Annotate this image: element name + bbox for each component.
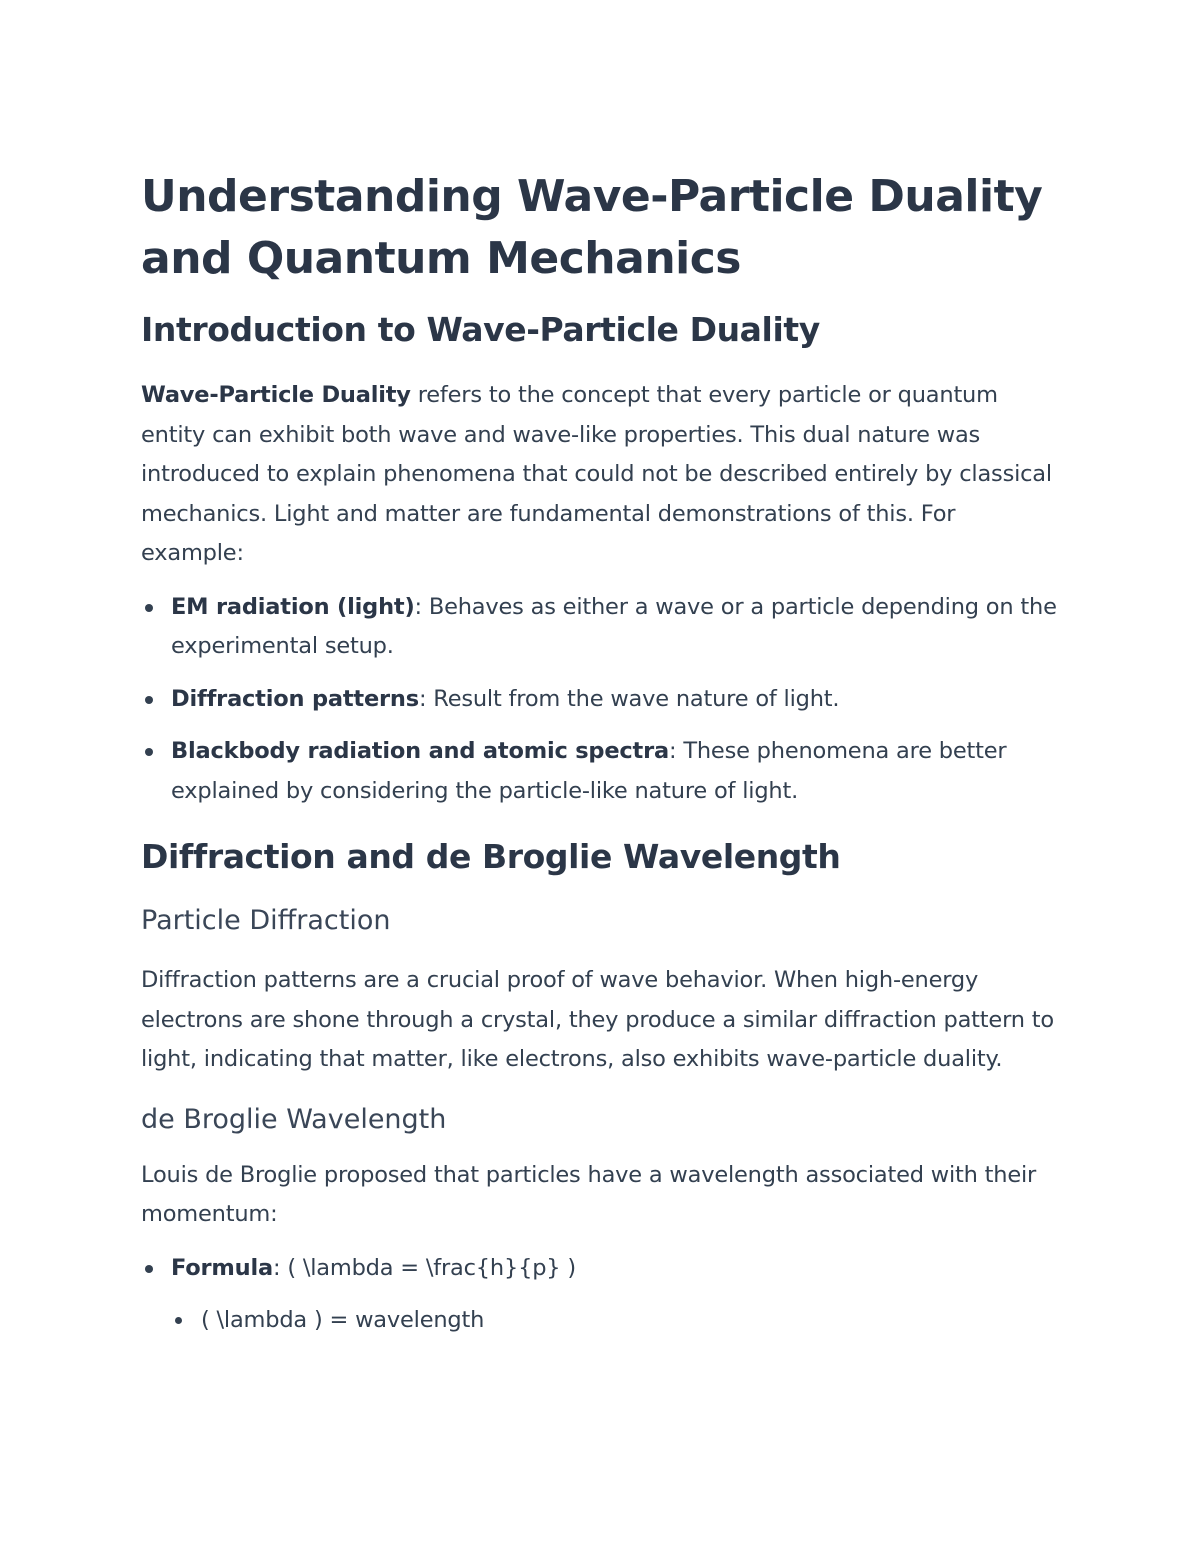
list-item — [141, 732, 1061, 811]
bullet-term: Diffraction patterns — [171, 685, 419, 712]
document-title: Understanding Wave-Particle Duality and Quantum Mechanics — [141, 171, 1043, 284]
bullet-term: Blackbody radiation and atomic spectra — [171, 738, 669, 764]
list-item — [141, 680, 1061, 720]
list-item — [141, 588, 1061, 667]
bullet-text: : Behaves as either a wave or a particle depending on the experimental setup. — [171, 593, 1057, 659]
intro-paragraph — [141, 376, 1061, 574]
section-heading-intro: Introduction to Wave-Particle Duality — [141, 310, 820, 349]
subheading-particle-diffraction: Particle Diffraction — [141, 905, 391, 936]
de-broglie-paragraph: Louis de Broglie proposed that particles have a wavelength associated with their momentum: — [141, 1161, 1037, 1227]
intro-term: Wave-Particle Duality — [141, 382, 411, 408]
bullet-term: EM radiation (light) — [171, 593, 415, 620]
list-item: ( \lambda ) = wavelength — [171, 1301, 1061, 1341]
particle-diffraction-paragraph: Diffraction patterns are a crucial proof of wave behavior. When high-energy electrons are shone through a crystal, they produce a similar diffraction pattern to light, indicating that matter, like electrons, also exhibits wave-particle duality. — [141, 967, 1054, 1072]
document-page — [141, 166, 1061, 1341]
subheading-de-broglie: de Broglie Wavelength — [141, 1103, 447, 1135]
bullet-text: : These phenomena are better explained by considering the particle-like nature of light. — [171, 738, 1007, 804]
formula-term: Formula — [171, 1254, 273, 1281]
intro-bullet-list — [141, 588, 1061, 812]
section-heading-diffraction: Diffraction and de Broglie Wavelength — [141, 837, 841, 876]
formula-text: : ( \lambda = \frac{h}{p} ) — [272, 1254, 576, 1281]
intro-text: refers to the concept that every particle or quantum entity can exhibit both wave and wave-like properties. This dual nature was introduced to explain phenomena that could not be described entirely by classical mechanics. Light and matter are fundamental demonstrations of this. For example: — [141, 382, 1052, 566]
formula-sub-list — [171, 1301, 1061, 1341]
list-item — [141, 1249, 1061, 1341]
bullet-text: : Result from the wave nature of light. — [418, 685, 840, 712]
formula-list — [141, 1249, 1061, 1341]
